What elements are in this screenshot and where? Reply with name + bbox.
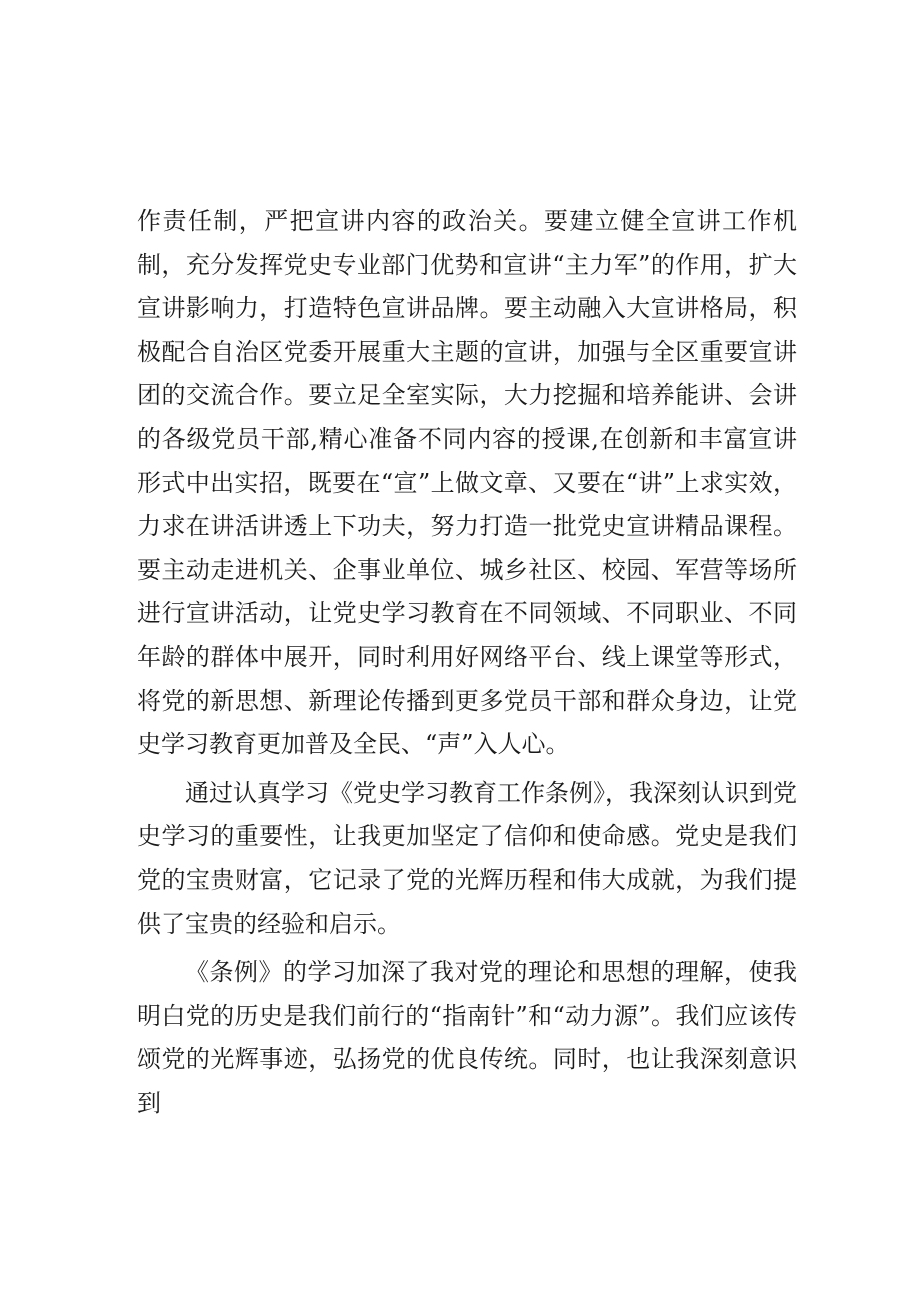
paragraph-3: 《条例》的学习加深了我对党的理论和思想的理解，使我明白党的历史是我们前行的“指南针”和“动力源”。我们应该传颂党的光辉事迹，弘扬党的优良传统。同时，也让我深刻意识到: [137, 958, 797, 1117]
paragraph-2: 通过认真学习《党史学习教育工作条例》，我深刻认识到党史学习的重要性，让我更加坚定了信仰和使命感。党史是我们党的宝贵财富，它记录了党的光辉历程和伟大成就，为我们提供了宝贵的经验和启示。: [137, 778, 797, 938]
document-body: [137, 200, 797, 1125]
paragraph-1: 作责任制，严把宣讲内容的政治关。要建立健全宣讲工作机制，充分发挥党史专业部门优势和宣讲“主力军”的作用，扩大宣讲影响力，打造特色宣讲品牌。要主动融入大宣讲格局，积极配合自治区党委开展重大主题的宣讲，加强与全区重要宣讲团的交流合作。要立足全室实际，大力挖掘和培养能讲、会讲的各级党员干部,精心准备不同内容的授课,在创新和丰富宣讲形式中出实招，既要在“宣”上做文章、又要在“讲”上求实效，力求在讲活讲透上下功夫，努力打造一批党史宣讲精品课程。要主动走进机关、企事业单位、城乡社区、校园、军营等场所进行宣讲活动，让党史学习教育在不同领域、不同职业、不同年龄的群体中展开，同时利用好网络平台、线上课堂等形式，将党的新思想、新理论传播到更多党员干部和群众身边，让党史学习教育更加普及全民、“声”入人心。: [137, 207, 797, 759]
